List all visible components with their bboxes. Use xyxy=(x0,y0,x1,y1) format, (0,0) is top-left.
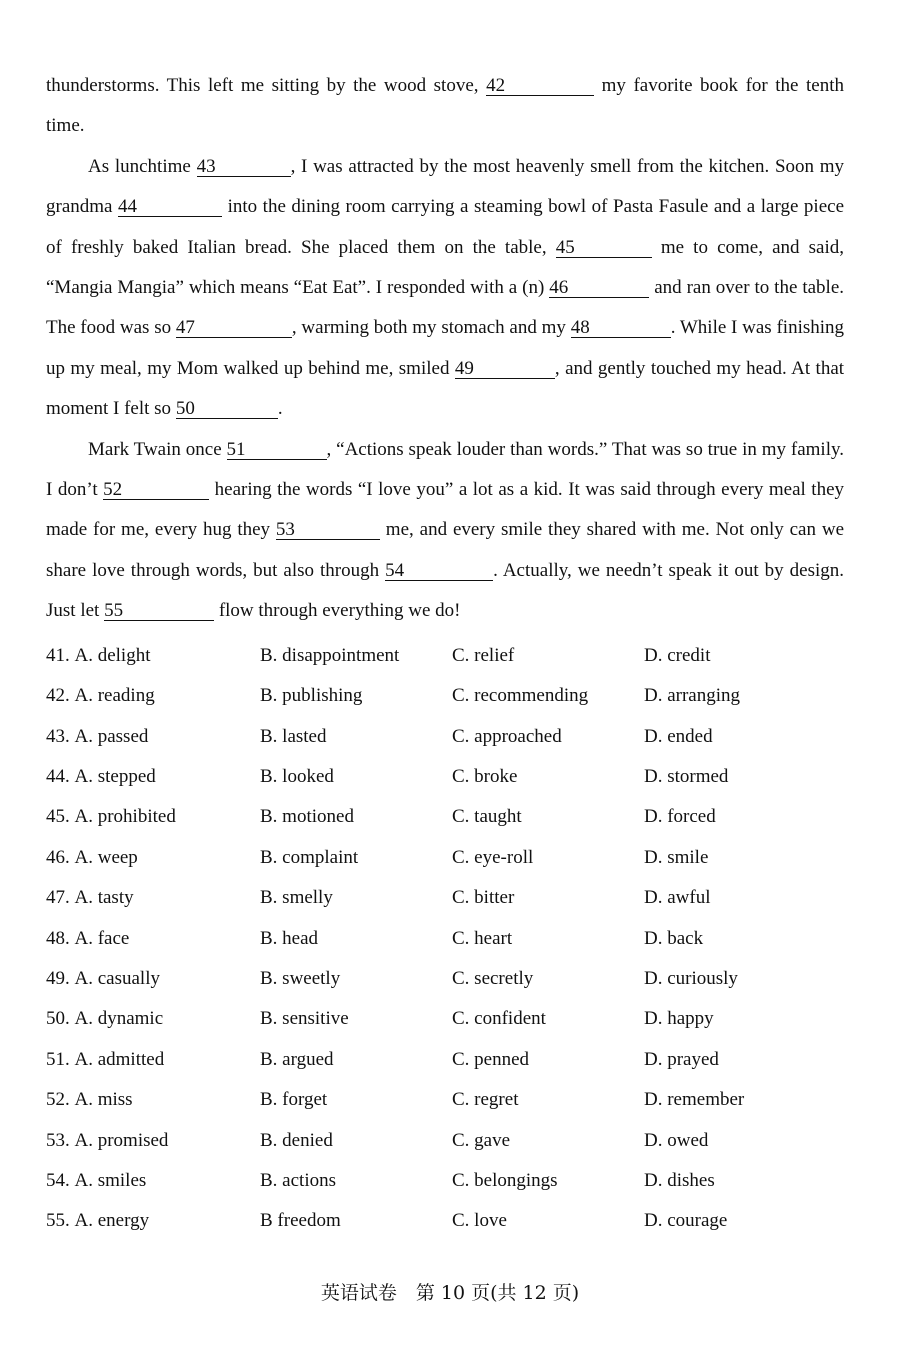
blank-52: 52 xyxy=(103,480,209,500)
answer-options xyxy=(46,636,844,1242)
blank-53: 53 xyxy=(276,520,380,540)
blank-46: 46 xyxy=(549,278,649,298)
option-a-text: A. weep xyxy=(74,846,138,868)
option-b: B. sweetly xyxy=(260,968,341,989)
passage-text: , and gently touched my head. At that moment I felt so xyxy=(46,357,845,420)
passage-text: , I was attracted by the most heavenly smell from the kitchen. Soon my grandma xyxy=(46,155,845,218)
question-number: 47. xyxy=(46,887,70,909)
question-number: 48. xyxy=(46,927,70,949)
option-d: D. prayed xyxy=(644,1048,719,1070)
passage-text: As lunchtime xyxy=(88,155,191,177)
option-d: D. back xyxy=(644,927,704,949)
passage-text: thunderstorms. This left me sitting by the wood stove, xyxy=(46,75,479,96)
passage-text: . While I was finishing up my meal, my Mom walked up behind me, smiled xyxy=(46,317,845,379)
option-a xyxy=(46,1170,260,1192)
passage-text: and ran over to the table. The food was so xyxy=(46,277,845,339)
option-b: B. head xyxy=(260,927,319,949)
option-a xyxy=(46,1130,260,1152)
option-a xyxy=(46,968,260,990)
option-b: B. disappointment xyxy=(260,644,400,666)
option-b: B. forget xyxy=(260,1089,328,1111)
blank-51: 51 xyxy=(227,440,327,460)
option-c: C. bitter xyxy=(452,887,515,909)
question-row xyxy=(46,1201,844,1241)
option-a xyxy=(46,1049,260,1071)
option-d: D. ended xyxy=(644,725,713,747)
option-b: B. complaint xyxy=(260,846,359,868)
option-a-text: A. casually xyxy=(74,968,160,989)
option-d: D. remember xyxy=(644,1089,745,1111)
blank-54: 54 xyxy=(385,561,493,581)
option-c: C. penned xyxy=(452,1048,530,1070)
option-c: C. gave xyxy=(452,1129,511,1151)
passage-text: into the dining room carrying a steaming bowl of Pasta Fasule and a large piece of freshly baked Italian bread. She placed them on the table, xyxy=(46,196,845,258)
passage-text: hearing the words “I love you” a lot as a kid. It was said through every meal they made for me, every hug they xyxy=(46,479,845,541)
option-a xyxy=(46,726,260,748)
question-number: 51. xyxy=(46,1048,70,1070)
option-a-text: A. tasty xyxy=(74,887,134,909)
blank-45: 45 xyxy=(556,238,652,258)
option-a xyxy=(46,806,260,828)
question-number: 46. xyxy=(46,846,70,868)
passage-text: me to come, and said, “Mangia Mangia” which means “Eat Eat”. I responded with a (n) xyxy=(46,236,844,299)
blank-49: 49 xyxy=(455,359,555,379)
option-d: D. smile xyxy=(644,846,709,868)
option-b: B. argued xyxy=(260,1048,334,1070)
option-c: C. confident xyxy=(452,1008,546,1030)
option-d: D. stormed xyxy=(644,766,729,788)
option-d: D. dishes xyxy=(644,1169,715,1191)
option-c: C. heart xyxy=(452,927,513,949)
question-row xyxy=(46,878,844,918)
option-d: D. owed xyxy=(644,1129,709,1151)
blank-43: 43 xyxy=(197,157,291,177)
option-d: D. happy xyxy=(644,1008,714,1030)
question-row xyxy=(46,1080,844,1120)
passage-text: Mark Twain once xyxy=(88,438,222,460)
option-c: C. secretly xyxy=(452,968,534,989)
question-number: 41. xyxy=(46,644,70,666)
blank-42: 42 xyxy=(486,76,594,96)
blank-48: 48 xyxy=(571,318,671,338)
option-a xyxy=(46,1008,260,1030)
option-d: D. arranging xyxy=(644,685,741,707)
exam-page xyxy=(46,66,844,1242)
option-b: B. looked xyxy=(260,766,334,788)
option-d: D. curiously xyxy=(644,968,738,989)
option-d: D. credit xyxy=(644,644,711,666)
option-c: C. belongings xyxy=(452,1169,558,1191)
option-c: C. approached xyxy=(452,725,562,747)
passage-paragraph-1 xyxy=(46,66,844,147)
question-number: 44. xyxy=(46,766,70,788)
option-c: C. relief xyxy=(452,644,515,666)
option-a-text: A. energy xyxy=(74,1210,150,1232)
option-b: B. lasted xyxy=(260,725,327,747)
question-number: 55. xyxy=(46,1210,70,1232)
question-row xyxy=(46,1120,844,1160)
option-a xyxy=(46,766,260,788)
question-number: 53. xyxy=(46,1129,70,1151)
question-row xyxy=(46,918,844,958)
passage-text: . Actually, we needn’t speak it out by design. Just let xyxy=(46,559,845,622)
option-a-text: A. reading xyxy=(74,685,155,707)
option-b: B. motioned xyxy=(260,806,354,828)
passage-text: my favorite book for the tenth time. xyxy=(46,75,845,137)
question-row xyxy=(46,1040,844,1080)
option-d: D. forced xyxy=(644,806,716,828)
option-b: B. denied xyxy=(260,1129,333,1151)
option-a xyxy=(46,847,260,869)
question-row xyxy=(46,999,844,1039)
blank-44: 44 xyxy=(118,197,222,217)
question-row xyxy=(46,716,844,756)
page-footer: 英语试卷 第 10 页(共 12 页) xyxy=(320,1282,580,1304)
option-c: C. taught xyxy=(452,806,522,828)
option-a-text: A. admitted xyxy=(74,1048,165,1070)
question-row xyxy=(46,797,844,837)
option-a-text: A. miss xyxy=(74,1089,133,1111)
question-row xyxy=(46,636,844,676)
question-number: 45. xyxy=(46,806,70,828)
option-b: B. smelly xyxy=(260,887,333,909)
question-number: 50. xyxy=(46,1008,70,1030)
option-b: B. publishing xyxy=(260,685,363,707)
question-row xyxy=(46,959,844,999)
passage-paragraph-2 xyxy=(46,147,844,430)
question-number: 43. xyxy=(46,725,70,747)
question-row xyxy=(46,838,844,878)
blank-50: 50 xyxy=(176,399,278,419)
option-d: D. awful xyxy=(644,887,711,909)
option-a-text: A. face xyxy=(74,927,130,949)
blank-47: 47 xyxy=(176,318,292,338)
option-a xyxy=(46,1210,260,1232)
passage-paragraph-3 xyxy=(46,430,844,632)
option-b: B. actions xyxy=(260,1169,336,1191)
question-row xyxy=(46,757,844,797)
option-c: C. recommending xyxy=(452,685,589,707)
option-a xyxy=(46,645,260,667)
option-b: B freedom xyxy=(260,1210,341,1232)
option-a xyxy=(46,1089,260,1111)
option-a-text: A. dynamic xyxy=(74,1008,164,1030)
question-number: 42. xyxy=(46,685,70,707)
option-a xyxy=(46,928,260,950)
option-c: C. love xyxy=(452,1210,507,1232)
question-number: 54. xyxy=(46,1169,70,1191)
option-a-text: A. smiles xyxy=(74,1169,147,1191)
option-c: C. broke xyxy=(452,766,518,788)
option-a-text: A. passed xyxy=(74,725,149,747)
passage-text: , “Actions speak louder than words.” That was so true in my family. I don’t xyxy=(46,438,845,501)
passage-text: , warming both my stomach and my xyxy=(291,317,566,339)
option-d: D. courage xyxy=(644,1210,728,1232)
option-a-text: A. delight xyxy=(74,644,151,666)
option-a-text: A. promised xyxy=(74,1129,169,1151)
option-b: B. sensitive xyxy=(260,1008,349,1030)
question-row xyxy=(46,676,844,716)
question-number: 52. xyxy=(46,1089,70,1111)
option-c: C. regret xyxy=(452,1089,519,1111)
passage-text: me, and every smile they shared with me. Not only can we share love through words, but also through xyxy=(46,519,845,581)
question-number: 49. xyxy=(46,968,70,989)
passage-text: flow through everything we do! xyxy=(218,600,461,622)
option-a xyxy=(46,887,260,909)
option-c: C. eye-roll xyxy=(452,846,534,868)
question-row xyxy=(46,1161,844,1201)
option-a xyxy=(46,685,260,707)
option-a-text: A. stepped xyxy=(74,766,156,788)
option-a-text: A. prohibited xyxy=(74,806,176,828)
blank-55: 55 xyxy=(104,601,214,621)
passage-text: . xyxy=(277,398,283,420)
